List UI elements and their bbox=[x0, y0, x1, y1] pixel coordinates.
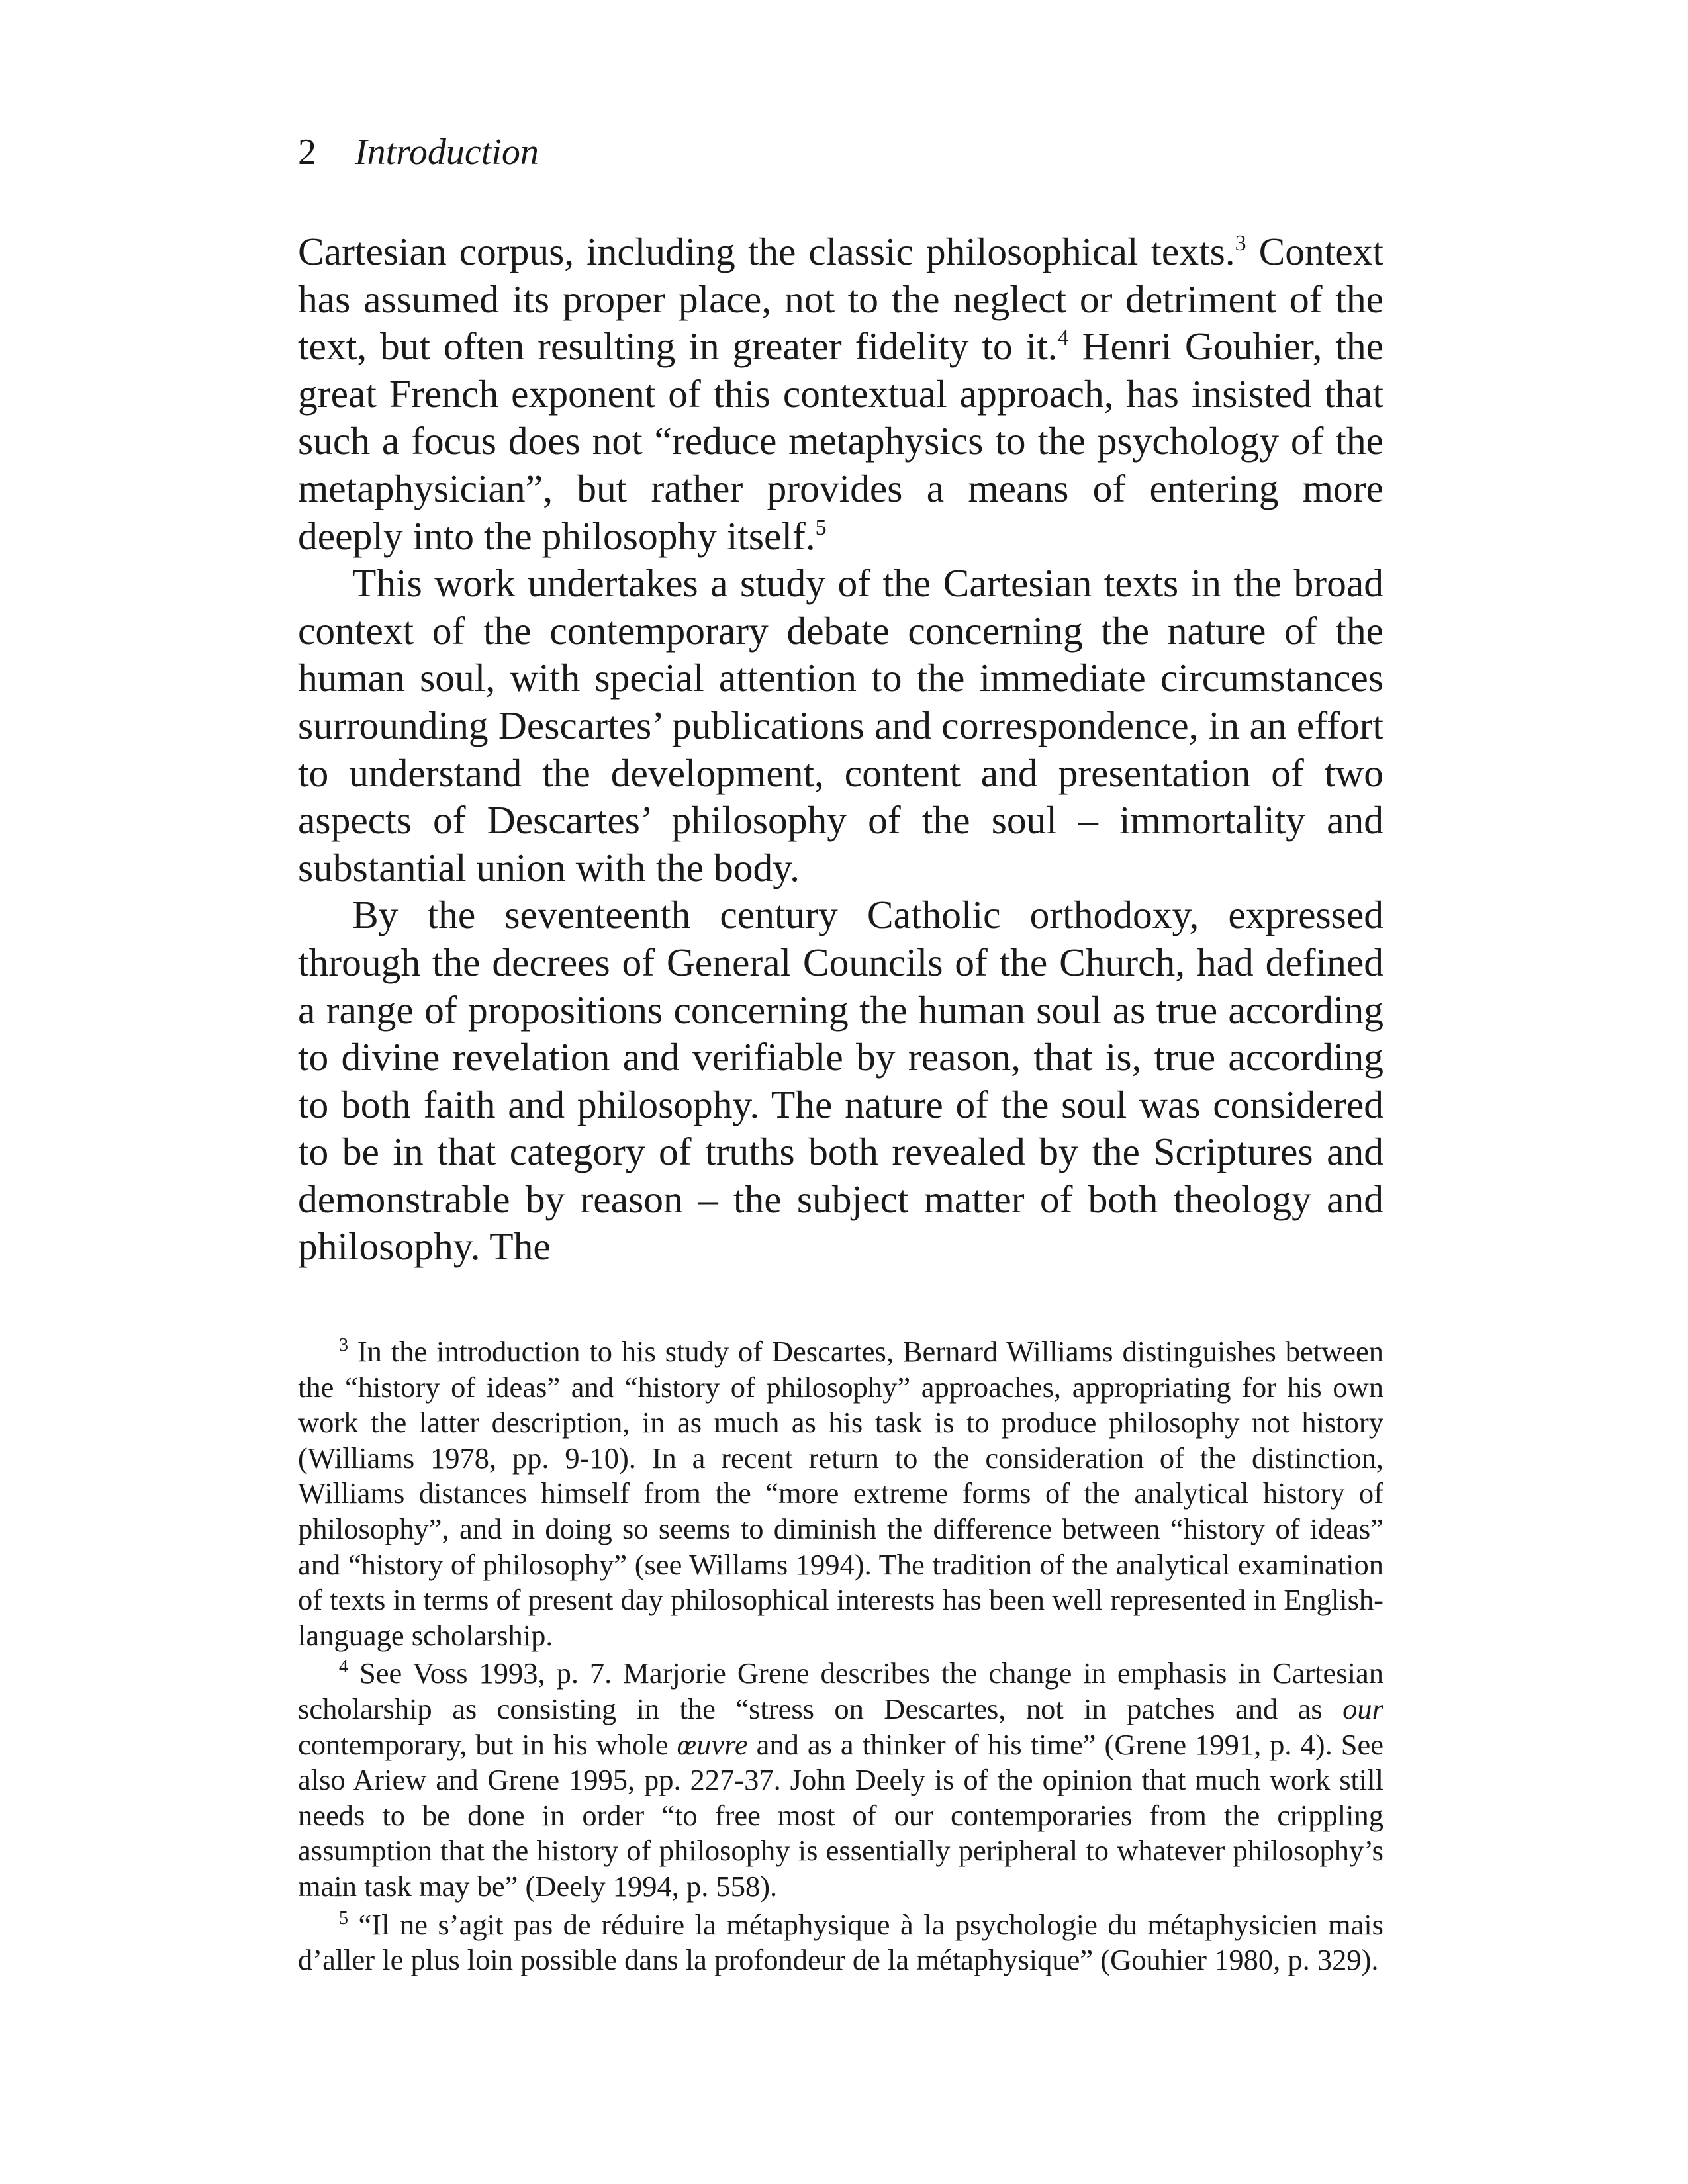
footnote-5 bbox=[298, 1907, 1383, 1978]
footnote-4 bbox=[298, 1656, 1383, 1904]
footnote-ref-5: 5 bbox=[815, 515, 827, 540]
footnote-4-text-c: and as a thinker of his time” (Grene 1991, p. 4). See also Ariew and Grene 1995, pp. 227-37. John Deely is of the opinion that much work still needs to be done in order “to free most of our contemporaries from the crippling assumption that the history of philosophy is essentially peripheral to whatever philosophy’s main task may be” (Deely 1994, p. 558). bbox=[298, 1727, 1383, 1903]
footnote-5-text: “Il ne s’agit pas de réduire la métaphysique à la psychologie du métaphysicien mais d’aller le plus loin possible dans la profondeur de la métaphysique” (Gouhier 1980, p. 329). bbox=[298, 1907, 1383, 1977]
page-number: 2 bbox=[298, 132, 316, 173]
footnote-4-text-b: contemporary, but in his whole bbox=[298, 1727, 677, 1761]
paragraph-1-text-b: Context has assumed its proper place, not to the neglect or detriment of the text, but often resulting in greater fidelity to it. bbox=[298, 230, 1383, 369]
body-text bbox=[298, 228, 1383, 1271]
footnote-4-emphasis-our: our bbox=[1342, 1692, 1383, 1725]
footnote-ref-4: 4 bbox=[1057, 326, 1069, 351]
book-page bbox=[298, 129, 1383, 1981]
body-paragraph-3: By the seventeenth century Catholic orthodoxy, expressed through the decrees of General Councils of the Church, had defined a range of propositions concerning the human soul as true according to divine revelation and verifiable by reason, that is, true according to both faith and philosophy. The nature of the soul was considered to be in that category of truths both revealed by the Scriptures and demonstrable by reason – the subject matter of both theology and philosophy. The bbox=[298, 893, 1383, 1269]
body-paragraph-2: This work undertakes a study of the Cartesian texts in the broad context of the contemporary debate concerning the nature of the human soul, with special attention to the immediate circumstances surrounding Descartes’ publications and correspondence, in an effort to understand the development, content and presentation of two aspects of Descartes’ philosophy of the soul – immortality and substantial union with the body. bbox=[298, 561, 1383, 889]
chapter-title: Introduction bbox=[355, 132, 539, 173]
footnote-marker-4: 4 bbox=[339, 1657, 348, 1678]
body-paragraph-1 bbox=[298, 228, 1383, 560]
paragraph-1-text-c: Henri Gouhier, the great French exponent of this contextual approach, has insisted that such a focus does not “reduce metaphysics to the psychology of the metaphysician”, but rather provides a means of entering more deeply into the philosophy itself. bbox=[298, 324, 1383, 558]
footnote-marker-5: 5 bbox=[339, 1907, 348, 1929]
footnote-ref-3: 3 bbox=[1235, 231, 1246, 255]
footnote-3 bbox=[298, 1334, 1383, 1653]
footnote-3-text: In the introduction to his study of Descartes, Bernard Williams distinguishes between the “history of ideas” and “history of philosophy” approaches, appropriating for his own work the latter description, in as much as his task is to produce philosophy not history (Williams 1978, pp. 9-10). In a recent return to the consideration of the distinction, Williams distances himself from the “more extreme forms of the analytical history of philosophy”, and in doing so seems to diminish the difference between “history of ideas” and “history of philosophy” (see Willams 1994). The tradition of the analytical examination of texts in terms of present day philosophical interests has been well represented in English-language scholarship. bbox=[298, 1335, 1383, 1652]
footnote-marker-3: 3 bbox=[339, 1335, 348, 1356]
footnote-4-text-a: See Voss 1993, p. 7. Marjorie Grene describes the change in emphasis in Cartesian scholarship as consisting in the “stress on Descartes, not in patches and as bbox=[298, 1657, 1383, 1725]
footnote-4-emphasis-oeuvre: œuvre bbox=[677, 1727, 748, 1761]
paragraph-1-text-a: Cartesian corpus, including the classic philosophical texts. bbox=[298, 230, 1235, 273]
footnotes bbox=[298, 1334, 1383, 1978]
running-head bbox=[298, 129, 1383, 175]
